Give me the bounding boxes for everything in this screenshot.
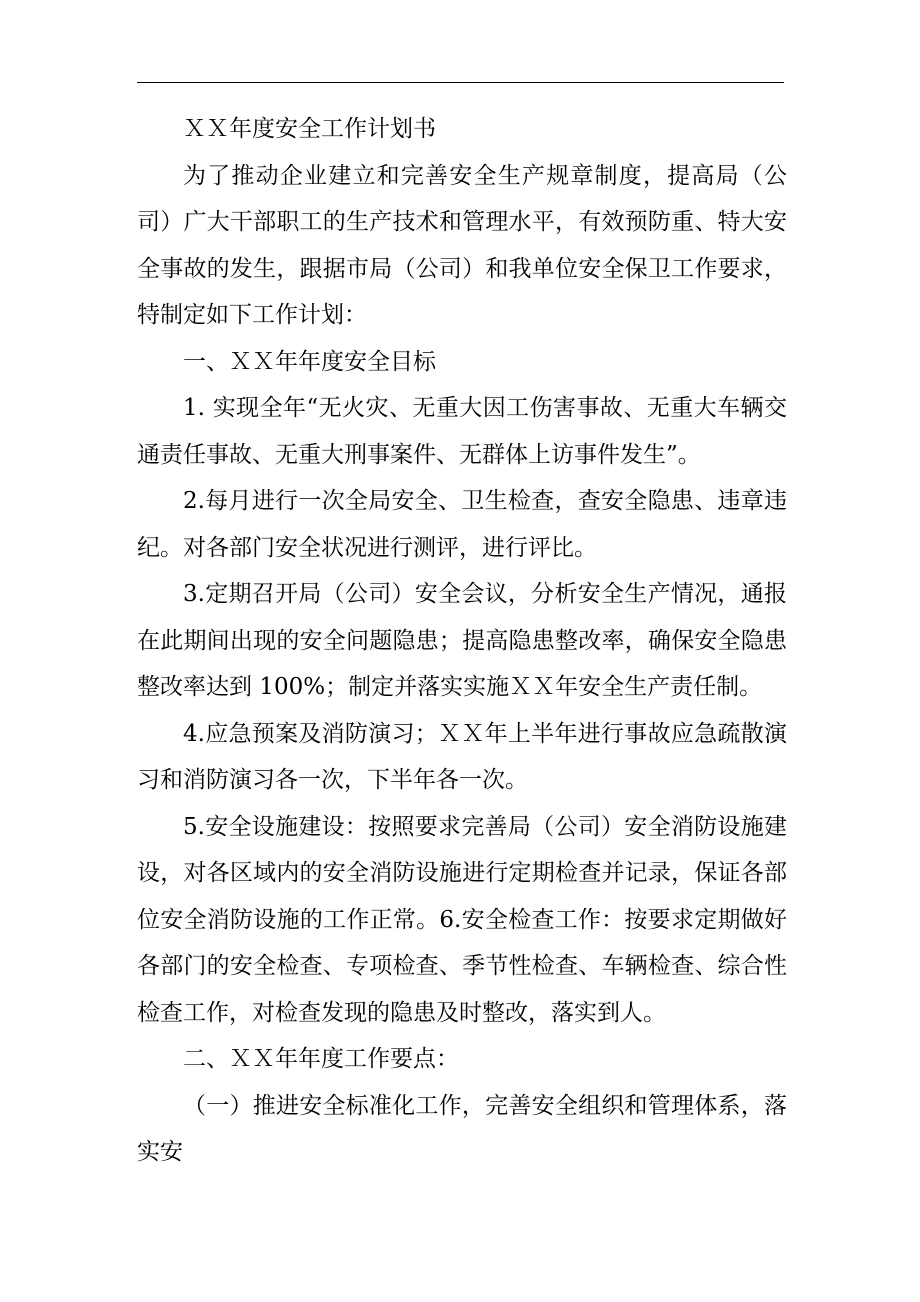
paragraph-goal-5-6: 5.安全设施建设：按照要求完善局（公司）安全消防设施建设，对各区域内的安全消防设施进行定期检查并记录，保证各部位安全消防设施的工作正常。6.安全检查工作：按要求定期做好各部门的安全检查、专项检查、季节性检查、车辆检查、综合性检查工作，对检查发现的隐患及时整改，落实到人。 (137, 813, 787, 1026)
paragraph-key-point-1: （一）推进安全标准化工作，完善安全组织和管理体系，落实安 (137, 1092, 787, 1165)
document-title: ＸＸ年度安全工作计划书 (183, 116, 436, 142)
paragraph-goal-3: 3.定期召开局（公司）安全会议，分析安全生产情况，通报在此期间出现的安全问题隐患；提高隐患整改率，确保安全隐患整改率达到 100%；制定并落实实施ＸＸ年安全生产责任制。 (137, 581, 787, 700)
section-heading-key-points: 二、ＸＸ年年度工作要点： (183, 1046, 459, 1072)
paragraph-goal-1: 1. 实现全年“无火灾、无重大因工伤害事故、无重大车辆交通责任事故、无重大刑事案件、无群体上访事件发生”。 (137, 395, 787, 468)
document-body (137, 106, 787, 1176)
paragraph-goal-2: 2.每月进行一次全局安全、卫生检查，查安全隐患、违章违纪。对各部门安全状况进行测评，进行评比。 (137, 488, 787, 561)
section-heading-goals: 一、ＸＸ年年度安全目标 (183, 348, 436, 375)
paragraph-intro: 为了推动企业建立和完善安全生产规章制度，提高局（公司）广大干部职工的生产技术和管理水平，有效预防重、特大安全事故的发生，跟据市局（公司）和我单位安全保卫工作要求，特制定如下工作计划： (137, 162, 787, 328)
header-rule (137, 82, 784, 83)
paragraph-goal-4: 4.应急预案及消防演习；ＸＸ年上半年进行事故应急疏散演习和消防演习各一次，下半年各一次。 (137, 720, 787, 793)
